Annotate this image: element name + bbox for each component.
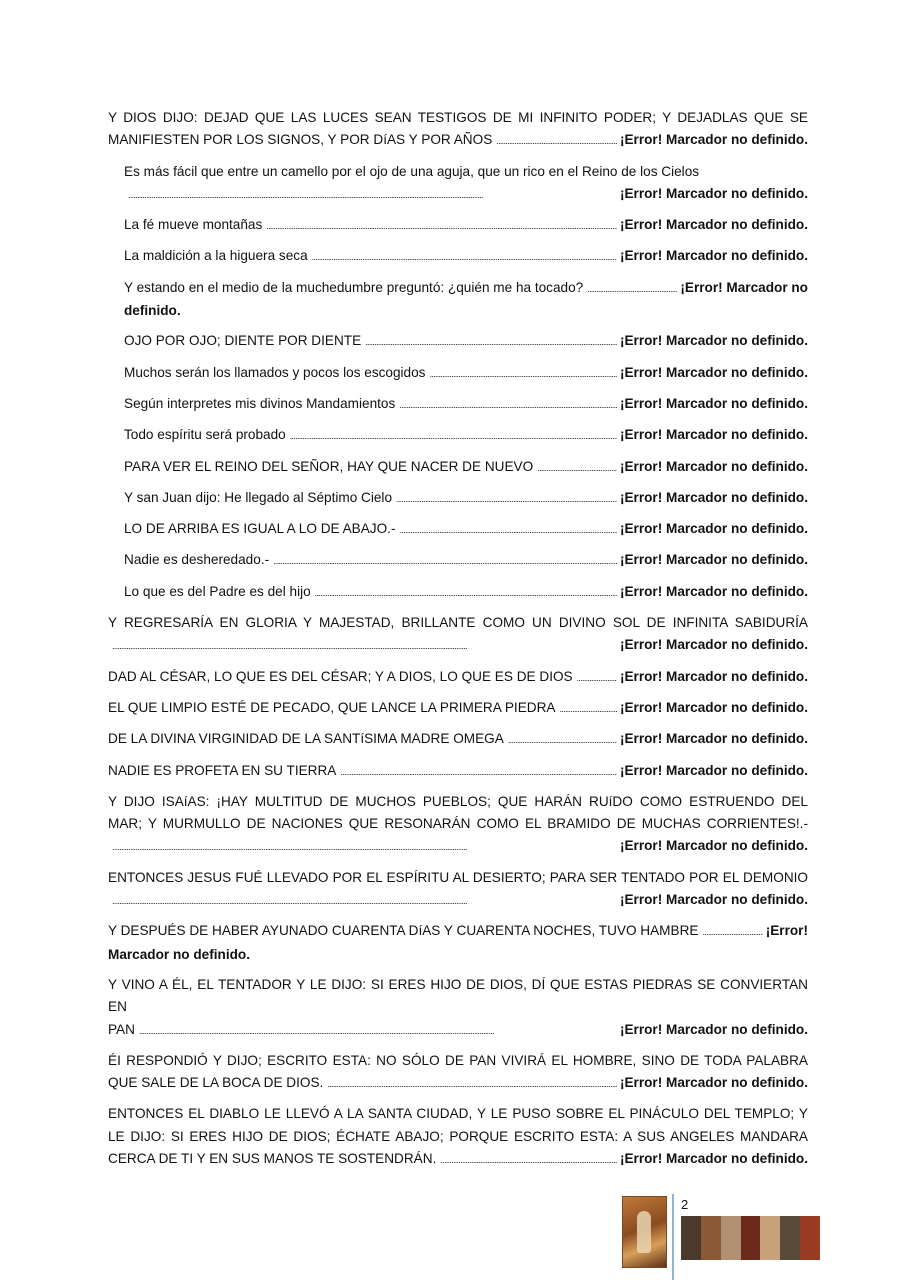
- toc-entry[interactable]: [108, 867, 808, 913]
- strip-tile: [780, 1216, 800, 1260]
- error-marker: ¡Error! Marcador no definido.: [619, 395, 808, 411]
- error-marker: ¡Error! Marcador no: [680, 279, 808, 295]
- dot-leader: [312, 245, 617, 268]
- toc-entry[interactable]: [108, 424, 808, 447]
- toc-entry[interactable]: [108, 974, 808, 1042]
- toc-entry[interactable]: [108, 330, 808, 353]
- toc-entry-text: Según interpretes mis divinos Mandamientos: [124, 395, 396, 411]
- error-marker: ¡Error! Marcador no definido.: [619, 185, 808, 201]
- error-marker: ¡Error! Marcador no definido.: [619, 552, 808, 568]
- footer-image: [622, 1196, 667, 1268]
- dot-leader: [508, 728, 617, 751]
- strip-tile: [741, 1216, 761, 1260]
- error-marker: ¡Error! Marcador no definido.: [619, 248, 808, 264]
- toc-entry-text: OJO POR OJO; DIENTE POR DIENTE: [124, 333, 362, 349]
- dot-leader: [273, 549, 617, 572]
- toc-entry-text: La maldición a la higuera seca: [124, 248, 308, 264]
- dot-leader: [496, 129, 617, 152]
- toc-entry[interactable]: [108, 1103, 808, 1171]
- error-marker: ¡Error!: [765, 923, 808, 939]
- dot-leader: [429, 362, 616, 385]
- toc-entry-text: Todo espíritu será probado: [124, 427, 286, 443]
- toc-entry-text: EL QUE LIMPIO ESTÉ DE PECADO, QUE LANCE LA PRIMERA PIEDRA: [108, 699, 556, 715]
- error-marker: ¡Error! Marcador no definido.: [619, 132, 808, 148]
- toc-entry-text: NADIE ES PROFETA EN SU TIERRA: [108, 762, 337, 778]
- error-marker: ¡Error! Marcador no definido.: [619, 762, 808, 778]
- error-marker: ¡Error! Marcador no definido.: [619, 699, 808, 715]
- dot-leader: [365, 330, 617, 353]
- dot-leader: [537, 456, 617, 479]
- error-marker: ¡Error! Marcador no definido.: [619, 521, 808, 537]
- dot-leader: [327, 1072, 617, 1095]
- error-marker: ¡Error! Marcador no definido.: [619, 1150, 808, 1166]
- dot-leader: [587, 277, 677, 300]
- error-marker: ¡Error! Marcador no definido.: [619, 489, 808, 505]
- error-marker: ¡Error! Marcador no definido.: [619, 217, 808, 233]
- toc-entry-text: ENTONCES EL DIABLO LE LLEVÓ A LA SANTA CIUDAD, Y LE PUSO SOBRE EL PINÁCULO DEL TEMPLO; Y: [108, 1106, 808, 1122]
- toc-entry-text: PARA VER EL REINO DEL SEÑOR, HAY QUE NACER DE NUEVO: [124, 458, 534, 474]
- toc-entry[interactable]: [108, 612, 808, 658]
- toc-entry-text: MAR; Y MURMULLO DE NACIONES QUE RESONARÁN COMO EL BRAMIDO DE MUCHAS CORRIENTES!.-: [108, 816, 808, 832]
- toc-entry-text: Y DIJO ISAíAS: ¡HAY MULTITUD DE MUCHOS PUEBLOS; QUE HARÁN RUíDO COMO ESTRUENDO DEL: [108, 793, 808, 809]
- dot-leader: [399, 393, 617, 416]
- error-marker: ¡Error! Marcador no definido.: [619, 637, 808, 653]
- strip-tile: [800, 1216, 820, 1260]
- dot-leader: [112, 835, 617, 858]
- toc-entry-text: ÉI RESPONDIÓ Y DIJO; ESCRITO ESTA: NO SÓLO DE PAN VIVIRÁ EL HOMBRE, SINO DE TODA PALABRA: [108, 1052, 808, 1068]
- strip-tile: [681, 1216, 701, 1260]
- toc-entry-text: Nadie es desheredado.-: [124, 552, 270, 568]
- toc-entry[interactable]: [108, 697, 808, 720]
- dot-leader: [112, 634, 617, 657]
- toc-entry-text: CERCA DE TI Y EN SUS MANOS TE SOSTENDRÁN.: [108, 1150, 437, 1166]
- toc-entry-text: PAN: [108, 1021, 135, 1037]
- error-marker: ¡Error! Marcador no definido.: [619, 1075, 808, 1091]
- toc-entry[interactable]: [108, 728, 808, 751]
- toc-entry[interactable]: [108, 107, 808, 153]
- toc-entry[interactable]: [108, 487, 808, 510]
- dot-leader: [396, 487, 617, 510]
- dot-leader: [290, 424, 617, 447]
- toc-entry-text: LE DIJO: SI ERES HIJO DE DIOS; ÉCHATE ABAJO; PORQUE ESCRITO ESTA: A SUS ANGELES MANDARA: [108, 1128, 808, 1144]
- toc-entry[interactable]: [108, 1050, 808, 1096]
- toc-entry-text: Y estando en el medio de la muchedumbre preguntó: ¿quién me ha tocado?: [124, 279, 584, 295]
- error-marker: ¡Error! Marcador no definido.: [619, 892, 808, 908]
- dot-leader: [577, 666, 617, 689]
- toc-entry[interactable]: [108, 791, 808, 859]
- dot-leader: [340, 760, 617, 783]
- toc-entry-text: DAD AL CÉSAR, LO QUE ES DEL CÉSAR; Y A DIOS, LO QUE ES DE DIOS: [108, 668, 573, 684]
- error-marker: ¡Error! Marcador no definido.: [619, 364, 808, 380]
- toc-entry[interactable]: [108, 920, 808, 966]
- toc-entry[interactable]: [108, 549, 808, 572]
- error-marker: ¡Error! Marcador no definido.: [619, 583, 808, 599]
- toc-entry-text: Y DESPUÉS DE HABER AYUNADO CUARENTA DíAS Y CUARENTA NOCHES, TUVO HAMBRE: [108, 923, 699, 939]
- error-marker: ¡Error! Marcador no definido.: [619, 333, 808, 349]
- toc-entry-text: Y REGRESARÍA EN GLORIA Y MAJESTAD, BRILLANTE COMO UN DIVINO SOL DE INFINITA SABIDURÍA: [108, 615, 808, 631]
- toc-entry[interactable]: [108, 245, 808, 268]
- dot-leader: [139, 1019, 617, 1042]
- toc-entry-text: Muchos serán los llamados y pocos los escogidos: [124, 364, 426, 380]
- page-number: 2: [681, 1197, 689, 1212]
- toc-entry-text: MANIFIESTEN POR LOS SIGNOS, Y POR DíAS Y POR AÑOS: [108, 132, 493, 148]
- error-marker: definido.: [124, 303, 181, 319]
- dot-leader: [399, 518, 616, 541]
- strip-tile: [721, 1216, 741, 1260]
- error-marker: ¡Error! Marcador no definido.: [619, 427, 808, 443]
- table-of-contents: [108, 107, 808, 1179]
- footer-image-strip: [681, 1216, 820, 1260]
- toc-entry[interactable]: [108, 456, 808, 479]
- toc-entry[interactable]: [108, 362, 808, 385]
- toc-entry-text: Y san Juan dijo: He llegado al Séptimo Cielo: [124, 489, 393, 505]
- toc-entry[interactable]: [108, 760, 808, 783]
- error-marker: Marcador no definido.: [108, 946, 250, 962]
- error-marker: ¡Error! Marcador no definido.: [619, 731, 808, 747]
- toc-entry-text: ENTONCES JESUS FUÉ LLEVADO POR EL ESPÍRITU AL DESIERTO; PARA SER TENTADO POR EL DEMONIO: [108, 869, 808, 885]
- dot-leader: [266, 214, 617, 237]
- toc-entry-text: Y VINO A ÉL, EL TENTADOR Y LE DIJO: SI ERES HIJO DE DIOS, DÍ QUE ESTAS PIEDRAS SE CONVIERTAN EN: [108, 976, 808, 1015]
- dot-leader: [702, 920, 762, 943]
- toc-entry[interactable]: [108, 581, 808, 604]
- footer-divider: [672, 1194, 674, 1280]
- dot-leader: [559, 697, 616, 720]
- error-marker: ¡Error! Marcador no definido.: [619, 838, 808, 854]
- dot-leader: [112, 889, 617, 912]
- toc-entry-text: Es más fácil que entre un camello por el ojo de una aguja, que un rico en el Reino de los Cielos: [124, 163, 700, 179]
- toc-entry-text: Y DIOS DIJO: DEJAD QUE LAS LUCES SEAN TESTIGOS DE MI INFINITO PODER; Y DEJADLAS QUE SE: [108, 110, 808, 125]
- error-marker: ¡Error! Marcador no definido.: [619, 1021, 808, 1037]
- strip-tile: [760, 1216, 780, 1260]
- toc-entry[interactable]: [108, 161, 808, 207]
- toc-entry-text: QUE SALE DE LA BOCA DE DIOS.: [108, 1075, 324, 1091]
- toc-entry-text: La fé mueve montañas: [124, 217, 263, 233]
- toc-entry[interactable]: [108, 393, 808, 416]
- toc-entry-text: DE LA DIVINA VIRGINIDAD DE LA SANTíSIMA MADRE OMEGA: [108, 731, 504, 747]
- toc-entry[interactable]: [108, 214, 808, 237]
- toc-entry-text: LO DE ARRIBA ES IGUAL A LO DE ABAJO.-: [124, 521, 396, 537]
- figure-sculpture: [637, 1211, 651, 1253]
- error-marker: ¡Error! Marcador no definido.: [619, 458, 808, 474]
- dot-leader: [128, 183, 617, 206]
- toc-entry-text: Lo que es del Padre es del hijo: [124, 583, 311, 599]
- strip-tile: [701, 1216, 721, 1260]
- toc-entry[interactable]: [108, 666, 808, 689]
- dot-leader: [440, 1148, 617, 1171]
- toc-entry[interactable]: [108, 518, 808, 541]
- dot-leader: [315, 581, 617, 604]
- error-marker: ¡Error! Marcador no definido.: [619, 668, 808, 684]
- toc-entry[interactable]: [108, 277, 808, 323]
